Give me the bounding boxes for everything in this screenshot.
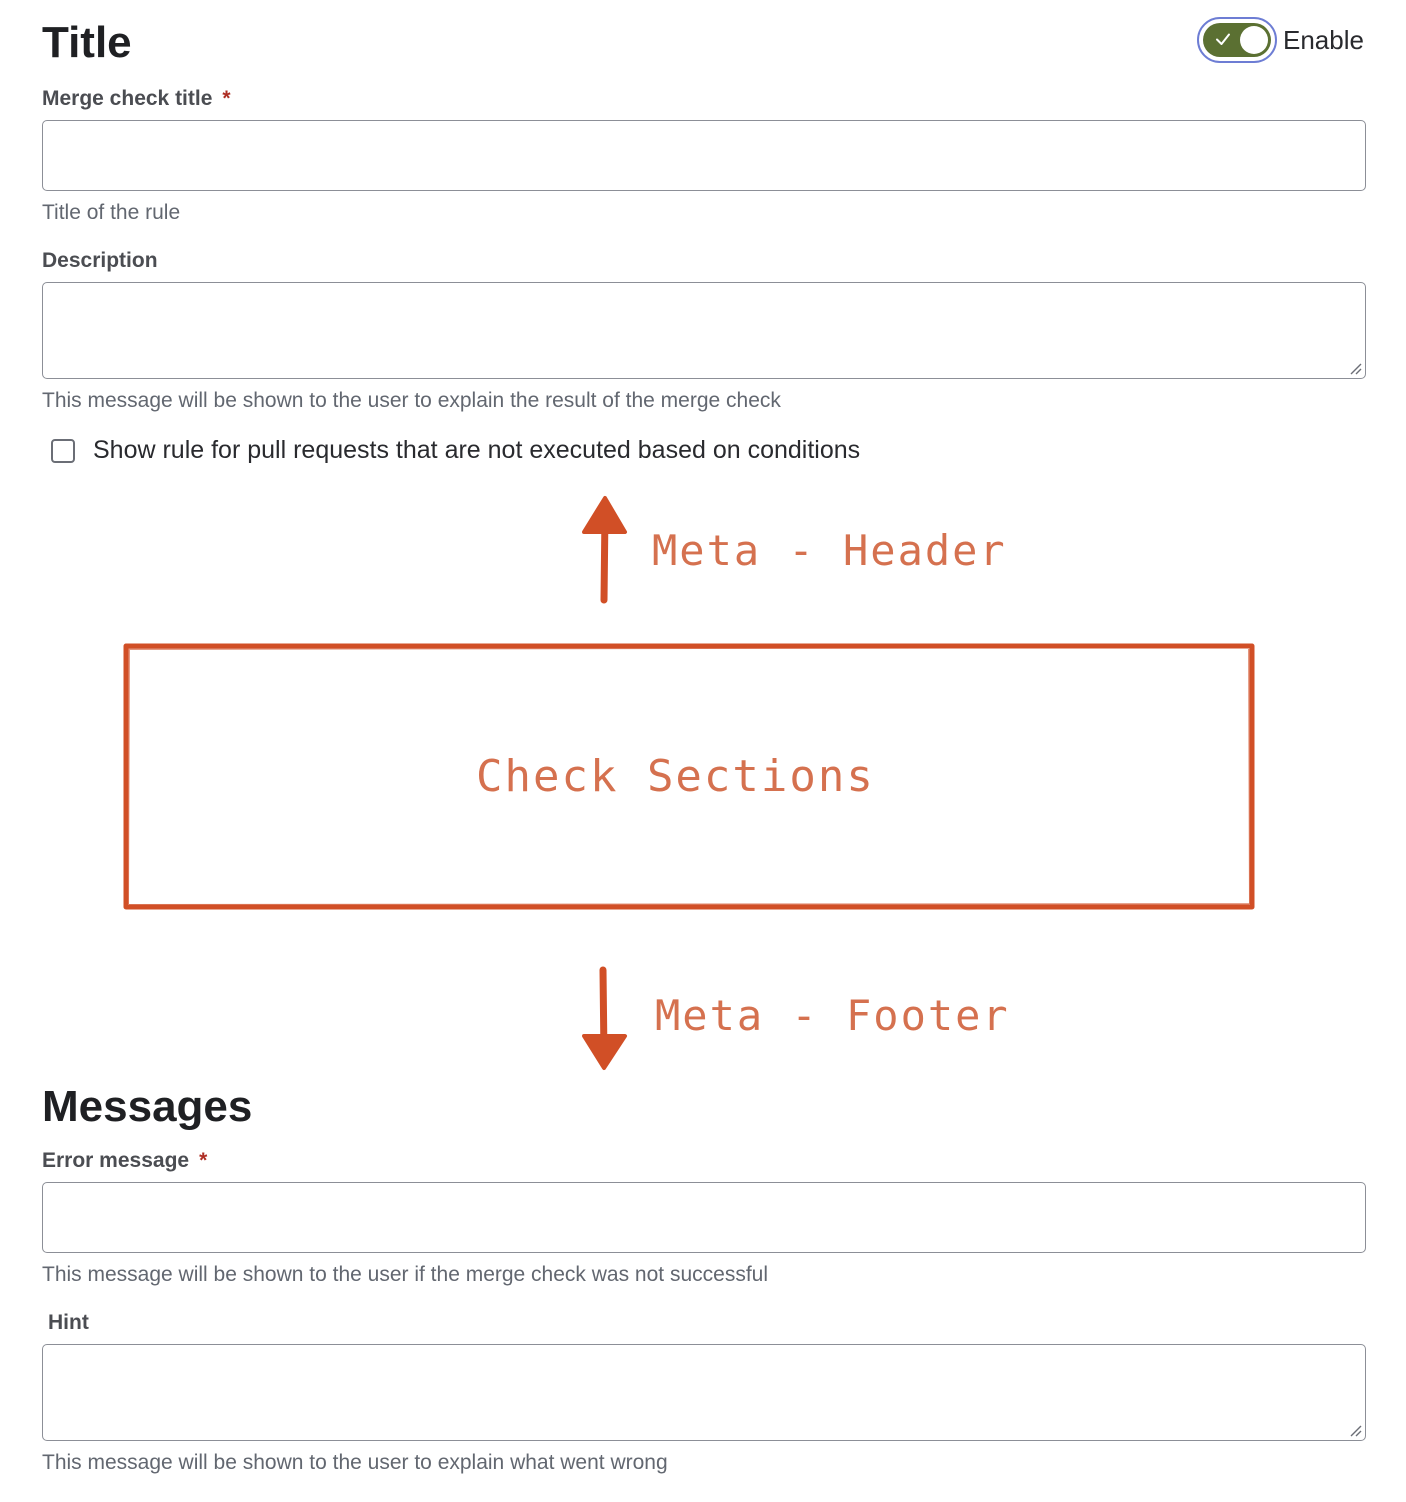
required-mark: * — [199, 1149, 208, 1172]
resize-handle-icon[interactable] — [1348, 361, 1362, 375]
error-message-input[interactable] — [42, 1182, 1366, 1253]
show-rule-option[interactable] — [51, 438, 860, 463]
arrow-down-icon — [570, 960, 640, 1080]
error-message-label-text: Error message — [42, 1149, 190, 1172]
arrow-up-icon — [570, 490, 640, 610]
merge-check-title-input[interactable] — [42, 120, 1366, 191]
enable-toggle-group — [1197, 17, 1364, 63]
description-textarea[interactable] — [42, 282, 1366, 379]
required-mark: * — [222, 87, 231, 110]
messages-title: Messages — [42, 1082, 253, 1131]
error-message-label — [42, 1150, 207, 1171]
hint-textarea[interactable] — [42, 1344, 1366, 1441]
toggle-track — [1203, 23, 1271, 57]
hint-help: This message will be shown to the user to explain what went wrong — [42, 1451, 668, 1474]
merge-check-title-label-text: Merge check title — [42, 87, 213, 110]
meta-header-annotation: Meta - Header — [652, 526, 1007, 575]
enable-label: Enable — [1283, 25, 1364, 55]
hint-label: Hint — [48, 1311, 89, 1334]
description-label: Description — [42, 249, 158, 272]
merge-check-title-help: Title of the rule — [42, 201, 181, 224]
show-rule-checkbox[interactable] — [51, 439, 75, 463]
merge-check-title-label — [42, 88, 231, 109]
description-help: This message will be shown to the user to explain the result of the merge check — [42, 389, 781, 412]
error-message-help: This message will be shown to the user if the merge check was not successful — [42, 1263, 768, 1286]
toggle-knob — [1240, 26, 1268, 54]
check-sections-annotation: Check Sections — [476, 751, 875, 802]
meta-footer-annotation: Meta - Footer — [655, 991, 1010, 1040]
show-rule-label: Show rule for pull requests that are not executed based on conditions — [93, 436, 861, 464]
enable-toggle[interactable] — [1197, 17, 1277, 63]
section-title: Title — [42, 18, 132, 67]
resize-handle-icon[interactable] — [1348, 1423, 1362, 1437]
check-icon — [1213, 29, 1233, 49]
